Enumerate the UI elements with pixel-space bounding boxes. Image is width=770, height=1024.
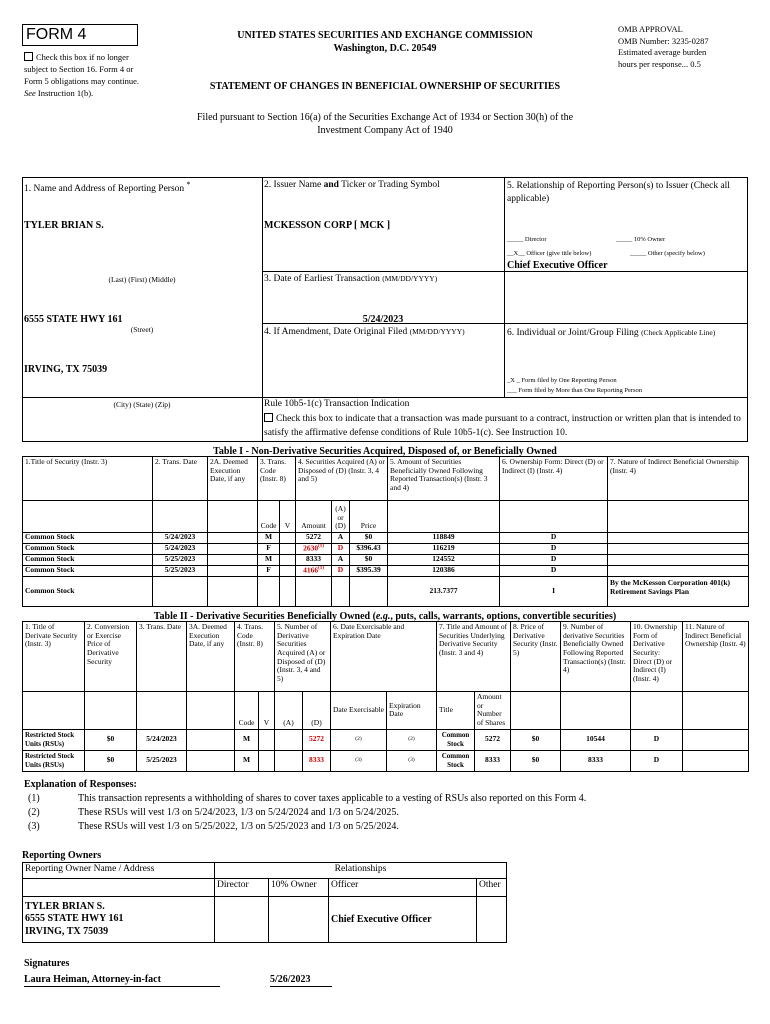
t2-row-owned: 10544 — [561, 729, 631, 750]
t2-h-code: 4. Trans. Code (Instr. 8) — [235, 622, 275, 692]
reporting-person-street: 6555 STATE HWY 161 — [24, 314, 123, 325]
t1-row-date: 5/24/2023 — [153, 533, 208, 544]
relationship-director: _____ Director — [507, 236, 547, 243]
t1-row-owned: 118849 — [388, 533, 500, 544]
owners-col-officer: Officer — [329, 879, 477, 897]
t1-row-nature — [608, 555, 749, 566]
t1-row-ad: A — [332, 533, 350, 544]
table-row — [23, 897, 507, 943]
owners-col-10pct: 10% Owner — [269, 879, 329, 897]
t1-h-code: 3. Trans. Code (Instr. 8) — [258, 457, 296, 501]
t2-row-und-amt: 5272 — [475, 729, 511, 750]
table-row — [23, 729, 749, 750]
explanation-text: These RSUs will vest 1/3 on 5/24/2023, 1/3 on 5/24/2024 and 1/3 on 5/24/2025. — [78, 807, 399, 818]
t1-last-owned: 213.7377 — [388, 577, 500, 607]
t1-row-date: 5/24/2023 — [153, 544, 208, 555]
explanation-item — [24, 806, 744, 820]
t1-row-ad: D — [332, 566, 350, 577]
omb-approval: OMB APPROVAL OMB Number: 3235-0287 Estimated average burden hours per response... 0.5 — [618, 24, 709, 69]
t1-row-title: Common Stock — [23, 544, 153, 555]
form-title: FORM 4 — [26, 26, 87, 43]
t2-row-exp: (3) — [387, 750, 437, 771]
relationship-other: _____ Other (specify below) — [630, 250, 705, 257]
t1-row-title: Common Stock — [23, 533, 153, 544]
issuer-name: MCKESSON CORP [ MCK ] — [264, 220, 391, 231]
filing-option-one: _X _ Form filed by One Reporting Person — [507, 377, 617, 384]
t2-h-nature: 11. Nature of Indirect Beneficial Ownership (Instr. 4) — [683, 622, 749, 692]
form-title-box — [22, 24, 138, 46]
t2-h-exercisable: 6. Date Exercisable and Expiration Date — [331, 622, 437, 692]
explanation-item — [24, 820, 744, 834]
t1-row-code: F — [258, 544, 280, 555]
signature-name: Laura Heiman, Attorney-in-fact — [24, 974, 220, 987]
t1-row-form: D — [500, 555, 608, 566]
rule-10b5-checkbox[interactable] — [264, 413, 273, 422]
name-sub-label: (Last) (First) (Middle) — [108, 275, 176, 284]
t2-sub-code: Code — [235, 692, 259, 730]
t1-sub-amount: Amount — [296, 501, 332, 533]
box6-label: 6. Individual or Joint/Group Filing (Check Applicable Line) — [507, 328, 716, 338]
t1-row-title: Common Stock — [23, 555, 153, 566]
t2-row-a — [275, 750, 303, 771]
reporting-person-name: TYLER BRIAN S. — [24, 220, 104, 231]
filed-pursuant: Filed pursuant to Section 16(a) of the Securities Exchange Act of 1934 or Section 30(h) of the Investment Company Act of 1940 — [196, 112, 574, 136]
explanation-text: This transaction represents a withholding of shares to cover taxes applicable to a vesting of RSUs also reported on this Form 4. — [78, 793, 587, 804]
rule-10b5-text: Check this box to indicate that a transaction was made pursuant to a contract, instruction or written plan that is intended to satisfy the affirmative defense conditions of Rule 10b5-1(c). See Instruction 10. — [264, 414, 741, 438]
relationship-officer: __X__ Officer (give title below) — [507, 250, 592, 257]
t1-last-nature: By the McKesson Corporation 401(k) Retirement Savings Plan — [608, 577, 749, 607]
t1-row-v — [280, 555, 296, 566]
t2-row-v — [259, 729, 275, 750]
t2-row-conv: $0 — [85, 729, 137, 750]
t1-h-nature: 7. Nature of Indirect Beneficial Ownership (Instr. 4) — [608, 457, 749, 501]
city-sub-label: (City) (State) (Zip) — [113, 400, 171, 409]
owners-title: Reporting Owners — [22, 850, 102, 861]
t2-row-code: M — [235, 729, 259, 750]
t1-row-nature — [608, 533, 749, 544]
t1-row-form: D — [500, 566, 608, 577]
t2-sub-a: (A) — [275, 692, 303, 730]
t2-row-nature — [683, 750, 749, 771]
earliest-transaction-date: 5/24/2023 — [362, 314, 404, 325]
t1-row-code: F — [258, 566, 280, 577]
t1-row-ad: A — [332, 555, 350, 566]
box5-label: 5. Relationship of Reporting Person(s) to Issuer (Check all applicable) — [507, 181, 730, 204]
t2-row-exer: (2) — [331, 729, 387, 750]
table-row — [23, 750, 749, 771]
t2-row-a — [275, 729, 303, 750]
t2-h-owned: 9. Number of derivative Securities Beneficially Owned Following Reported Transaction(s) (Instr. 4) — [561, 622, 631, 692]
explanation-number: (1) — [28, 793, 40, 804]
t1-row-amount: 5272 — [296, 533, 332, 544]
t1-h-deemed: 2A. Deemed Execution Date, if any — [208, 457, 258, 501]
owner-officer-title: Chief Executive Officer — [329, 897, 477, 943]
table1 — [22, 456, 749, 607]
t1-row-deemed — [208, 533, 258, 544]
t2-sub-v: V — [259, 692, 275, 730]
agency-name: UNITED STATES SECURITIES AND EXCHANGE COMMISSION — [237, 30, 533, 41]
t2-row-deemed — [187, 750, 235, 771]
t1-row-deemed — [208, 544, 258, 555]
t2-row-date: 5/25/2023 — [137, 750, 187, 771]
t2-row-title: Restricted Stock Units (RSUs) — [23, 729, 85, 750]
box2-label: 2. Issuer Name and Ticker or Trading Symbol — [264, 180, 440, 190]
owners-col-rel: Relationships — [215, 863, 507, 879]
t1-row-price: $395.39 — [350, 566, 388, 577]
t1-row-nature — [608, 566, 749, 577]
t1-h-acquired: 4. Securities Acquired (A) or Disposed of (D) (Instr. 3, 4 and 5) — [296, 457, 388, 501]
t1-row-nature — [608, 544, 749, 555]
t1-row-deemed — [208, 555, 258, 566]
explanation-list — [24, 792, 744, 834]
t2-sub-exp: Expiration Date — [387, 692, 437, 730]
t1-row-form: D — [500, 544, 608, 555]
t2-row-d: 8333 — [303, 750, 331, 771]
t2-row-title: Restricted Stock Units (RSUs) — [23, 750, 85, 771]
t1-row-price: $0 — [350, 555, 388, 566]
t1-row-v — [280, 544, 296, 555]
t2-row-form: D — [631, 729, 683, 750]
explanation-text: These RSUs will vest 1/3 on 5/25/2022, 1/3 on 5/25/2023 and 1/3 on 5/25/2024. — [78, 821, 399, 832]
t2-row-price: $0 — [511, 729, 561, 750]
t1-row-date: 5/25/2023 — [153, 566, 208, 577]
t1-h-form: 6. Ownership Form: Direct (D) or Indirect (I) (Instr. 4) — [500, 457, 608, 501]
t1-row-amount: 4166$^{(1)}$ — [296, 566, 332, 577]
t1-sub-price: Price — [350, 501, 388, 533]
t1-row-v — [280, 533, 296, 544]
t1-h-date: 2. Trans. Date — [153, 457, 208, 501]
owners-col-other: Other — [477, 879, 507, 897]
t1-row-v — [280, 566, 296, 577]
t1-sub-code: Code — [258, 501, 280, 533]
t2-h-price: 8. Price of Derivative Security (Instr. 5) — [511, 622, 561, 692]
t2-h-form: 10. Ownership Form of Derivative Security: Direct (D) or Indirect (I) (Instr. 4) — [631, 622, 683, 692]
footnote-ref: (1) — [318, 566, 324, 571]
t1-row-owned: 120386 — [388, 566, 500, 577]
t1-last-form: I — [500, 577, 608, 607]
t1-row-deemed — [208, 566, 258, 577]
t1-row-owned: 124552 — [388, 555, 500, 566]
t2-sub-amt: Amount or Number of Shares — [475, 692, 511, 730]
section16-checkbox[interactable] — [24, 52, 33, 61]
owners-col-director: Director — [215, 879, 269, 897]
table-row — [23, 555, 749, 566]
box1-label: 1. Name and Address of Reporting Person * — [24, 180, 191, 195]
relationship-10pct: _____ 10% Owner — [616, 236, 666, 243]
t2-row-deemed — [187, 729, 235, 750]
explanation-number: (3) — [28, 821, 40, 832]
explanation-title: Explanation of Responses: — [24, 779, 137, 790]
t1-row-price: $396.43 — [350, 544, 388, 555]
t1-row-code: M — [258, 533, 280, 544]
t1-row-amount: 8333 — [296, 555, 332, 566]
owners-col-name: Reporting Owner Name / Address — [23, 863, 215, 879]
filing-option-group: ___ Form filed by More than One Reporting Person — [507, 387, 643, 394]
table2 — [22, 621, 749, 772]
t2-row-nature — [683, 729, 749, 750]
box3-label: 3. Date of Earliest Transaction (MM/DD/YYYY) — [264, 274, 438, 284]
officer-title: Chief Executive Officer — [507, 260, 608, 271]
owner-address: TYLER BRIAN S. 6555 STATE HWY 161 IRVING, TX 75039 — [23, 897, 215, 943]
t2-h-date: 3. Trans. Date — [137, 622, 187, 692]
t2-row-exer: (3) — [331, 750, 387, 771]
t2-row-d: 5272 — [303, 729, 331, 750]
t1-row-amount: 2630$^{(1)}$ — [296, 544, 332, 555]
t2-row-exp: (2) — [387, 729, 437, 750]
reporting-person-city: IRVING, TX 75039 — [24, 364, 108, 375]
t2-row-form: D — [631, 750, 683, 771]
t2-sub-exer: Date Exercisable — [331, 692, 387, 730]
t2-sub-d: (D) — [303, 692, 331, 730]
t2-sub-title: Title — [437, 692, 475, 730]
t1-row-date: 5/25/2023 — [153, 555, 208, 566]
t1-row-title: Common Stock — [23, 566, 153, 577]
street-sub-label: (Street) — [130, 325, 154, 334]
explanation-number: (2) — [28, 807, 40, 818]
table-row — [23, 566, 749, 577]
signatures-title: Signatures — [24, 958, 70, 969]
t1-h-owned: 5. Amount of Securities Beneficially Owned Following Reported Transaction(s) (Instr. 3 and 4) — [388, 457, 500, 501]
t2-row-code: M — [235, 750, 259, 771]
t2-row-v — [259, 750, 275, 771]
footnote-ref: (1) — [318, 544, 324, 549]
agency-address: Washington, D.C. 20549 — [333, 43, 437, 54]
t1-last-title: Common Stock — [23, 577, 153, 607]
t2-row-und-title: Common Stock — [437, 750, 475, 771]
t2-row-und-amt: 8333 — [475, 750, 511, 771]
t2-h-number: 5. Number of Derivative Securities Acquired (A) or Disposed of (D) (Instr. 3, 4 and 5) — [275, 622, 331, 692]
t2-row-und-title: Common Stock — [437, 729, 475, 750]
t1-row-form: D — [500, 533, 608, 544]
table-row — [23, 577, 749, 607]
t2-h-deemed: 3A. Deemed Execution Date, if any — [187, 622, 235, 692]
table1-title: Table I - Non-Derivative Securities Acquired, Disposed of, or Beneficially Owned — [213, 446, 557, 457]
t1-row-ad: D — [332, 544, 350, 555]
section16-checkbox-text: Check this box if no longer subject to Section 16. Form 4 or Form 5 obligations may continue. See Instruction 1(b). — [24, 52, 139, 98]
t2-row-price: $0 — [511, 750, 561, 771]
table-row — [23, 544, 749, 555]
t1-row-owned: 116219 — [388, 544, 500, 555]
explanation-item — [24, 792, 744, 806]
rule-10b5-label: Rule 10b5-1(c) Transaction Indication — [264, 399, 410, 409]
t2-row-conv: $0 — [85, 750, 137, 771]
t2-h-conv: 2. Conversion or Exercise Price of Derivative Security — [85, 622, 137, 692]
t1-row-code: M — [258, 555, 280, 566]
owners-table — [22, 862, 507, 943]
box4-label: 4. If Amendment, Date Original Filed (MM/DD/YYYY) — [264, 327, 465, 337]
t1-h-title: 1.Title of Security (Instr. 3) — [23, 457, 153, 501]
t1-sub-aord: (A) or (D) — [332, 501, 350, 533]
t2-h-underlying: 7. Title and Amount of Securities Underlying Derivative Security (Instr. 3 and 4) — [437, 622, 511, 692]
table2-title: Table II - Derivative Securities Beneficially Owned (e.g., puts, calls, warrants, options, convertible securities) — [153, 611, 617, 622]
t1-sub-v: V — [280, 501, 296, 533]
t2-row-date: 5/24/2023 — [137, 729, 187, 750]
t2-row-owned: 8333 — [561, 750, 631, 771]
signature-date: 5/26/2023 — [270, 974, 332, 987]
table-row — [23, 533, 749, 544]
t1-row-price: $0 — [350, 533, 388, 544]
statement-title: STATEMENT OF CHANGES IN BENEFICIAL OWNERSHIP OF SECURITIES — [209, 81, 561, 92]
t2-h-title: 1. Title of Derivate Security (Instr. 3) — [23, 622, 85, 692]
